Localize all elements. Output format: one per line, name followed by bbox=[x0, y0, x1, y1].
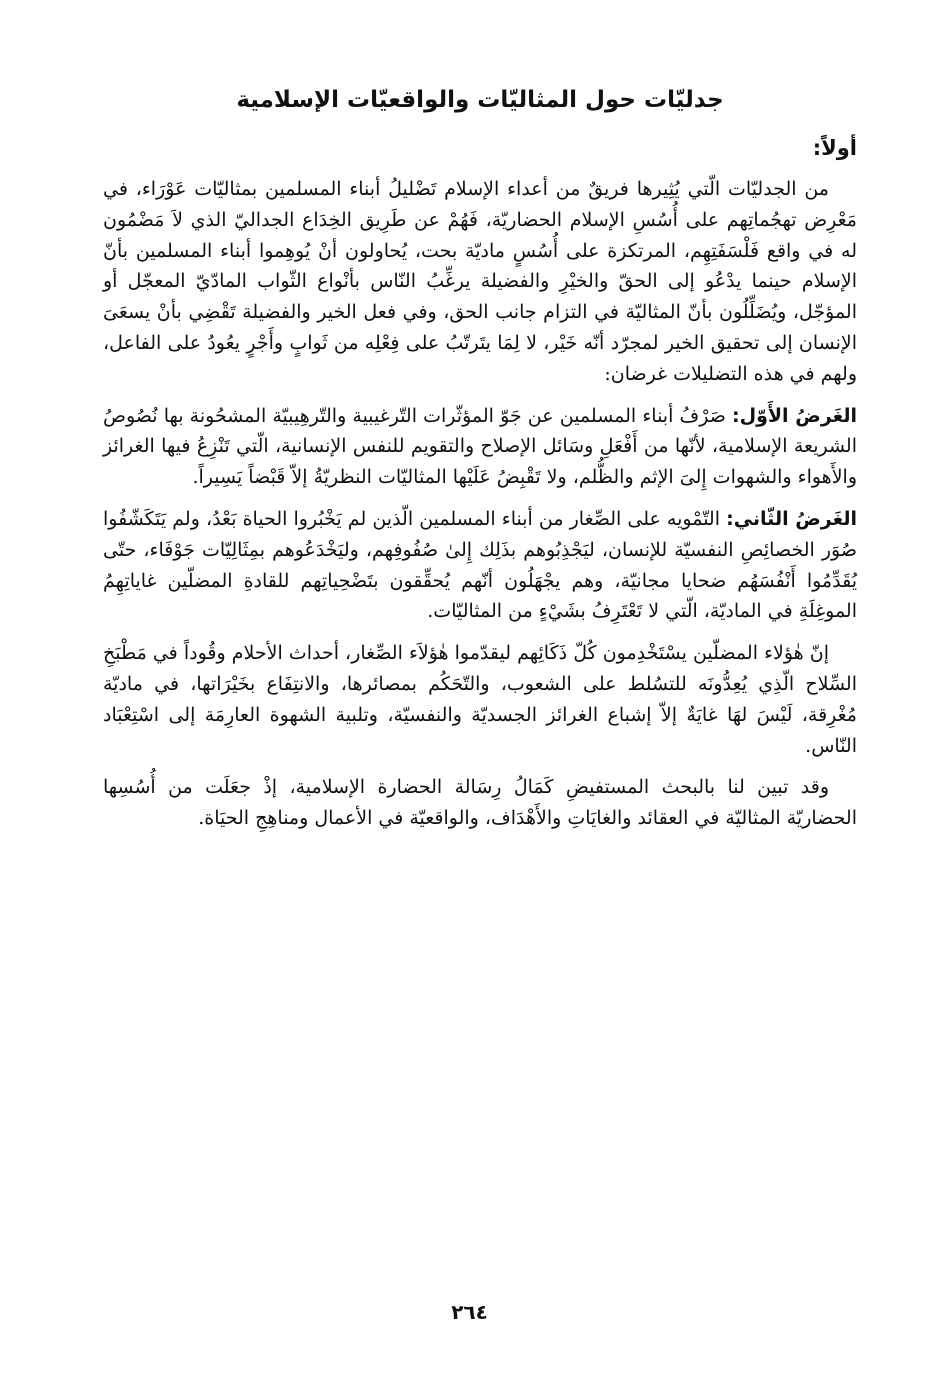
first-purpose-label: الغَرضُ الأَوّل: bbox=[731, 404, 858, 427]
second-purpose-label: الغَرضُ الثّاني: bbox=[726, 507, 857, 530]
page-number: ٢٦٤ bbox=[451, 1300, 488, 1324]
first-purpose-text: صَرْفُ أبناء المسلمين عن جَوّ المؤثّرات التّرغيبية والتّرهِيبيّة المشحُونة بها نُصُوصُ الشريعة الإسلامية، لأنّها من أَفْعَلِ وسَائل الإصلاح والتقويم للنفس الإنسانية، الّتي تَنْزِعُ فيها الغرائز والأَهواء والشهوات إِلىَ الإثم والظُّلم، ولا تَقْبِضُ عَلَيْها المثاليّات النظريّةُ إلاّ قَبْضاً يَسِيراً. bbox=[103, 404, 857, 489]
paragraph-misleaders: إنّ هٰؤلاء المضلّين يسْتَخْدِمون كُلّ ذَكَائِهم ليقدّموا هٰؤلاَء الصِّغار، أحداث الأحلام وقُوداً في مَطْبَخِ السِّلاح الّذِي يُعِدُّونَه للتسُلط على الشعوب، والتّحَكُم بمصائرها، والانتِفَاع بخَيْرَاتها، في ماديّة مُغْرِقة، لَيْسَ لهَا غايَةٌ إلاّ إشباع الغرائز الجسديّة والنفسيّة، وتلبية الشهوة العارِمَة إلى اسْتِعْبَاد النّاس. bbox=[103, 642, 857, 757]
page-title: جدليّات حول المثاليّات والواقعيّات الإسلامية bbox=[236, 87, 724, 113]
paragraph-conclusion: وقد تبين لنا بالبحث المستفيضِ كَمَالُ رِسَالة الحضارة الإسلامية، إذْ جعَلَت من أُسُسِها الحضاريّة المثاليّة في العقائد والغايَاتِ والأَهْدَاف، والواقعيّة في الأعمال ومناهِجِ الحيَاة. bbox=[103, 776, 857, 830]
paragraph-second-purpose bbox=[103, 504, 857, 627]
paragraph-first-purpose bbox=[103, 401, 857, 493]
section-heading: أولاً: bbox=[812, 136, 857, 160]
second-purpose-text: التّمْويه على الصِّغار من أبناء المسلمين الّذين لم يَخْبُروا الحياة بَعْدُ، ولم يَتَكَشّفُوا صُوَر الخصائِصِ النفسيّة للإنسان، ليَجْذِبُوهم بذَلِك إِلىٰ صُفُوفِهم، وليَخْدَعُوهم بمِثَالِيّات جَوْفَاء، حتّى يُقَدِّمُوا أَنْفُسَهُم ضحايا مجانيّة، وهم يجْهَلُون أنّهم يُحقِّقون بتَضْحِياتِهم للقادةِ المضلّين غاياتِهِمُ الموغِلَةِ في الماديّة، الّتي لا تَعْتَرِفُ بشَيْءٍ من المثاليّات. bbox=[103, 507, 857, 623]
paragraph-intro: من الجدليّات الّتي يُثِيرها فريقٌ من أعداء الإسلام تَضْليلُ أبناء المسلمين بمثاليّات عَوْرَاء، في مَعْرِض تهجُماتِهم على أُسُسِ الإسلام الحضاريّة، فَهُمْ عن طَرِيق الخِدَاع الجداليّ الذي لاَ مَضْمُون له في واقع فَلْسَفَتِهِم، المرتكزة على أُسُسٍ ماديّة بحت، يُحاولون أنْ يُوهِموا أبناء المسلمين بأنّ الإسلام حينما يدْعُو إلى الحقّ والخيْرِ والفضيلة يرغِّبُ النّاس بأنْواع الثّواب المادّيّ المعجّل أو المؤجّل، ويُضَلِّلُون بأنّ المثاليّة في التزام جانب الحق، وفي فعل الخير والفضيلة تَقْضِي بأنْ يسعَىَ الإنسان إلى تحقيق الخير لمجرّد أنّه خَيْر، لا لِمَا يتَرتّبُ على فِعْلِه من ثَوابٍ وأَجْرٍ يعُودُ على الفاعل، ولهم في هذه التضليلات غرضان: bbox=[103, 178, 857, 385]
